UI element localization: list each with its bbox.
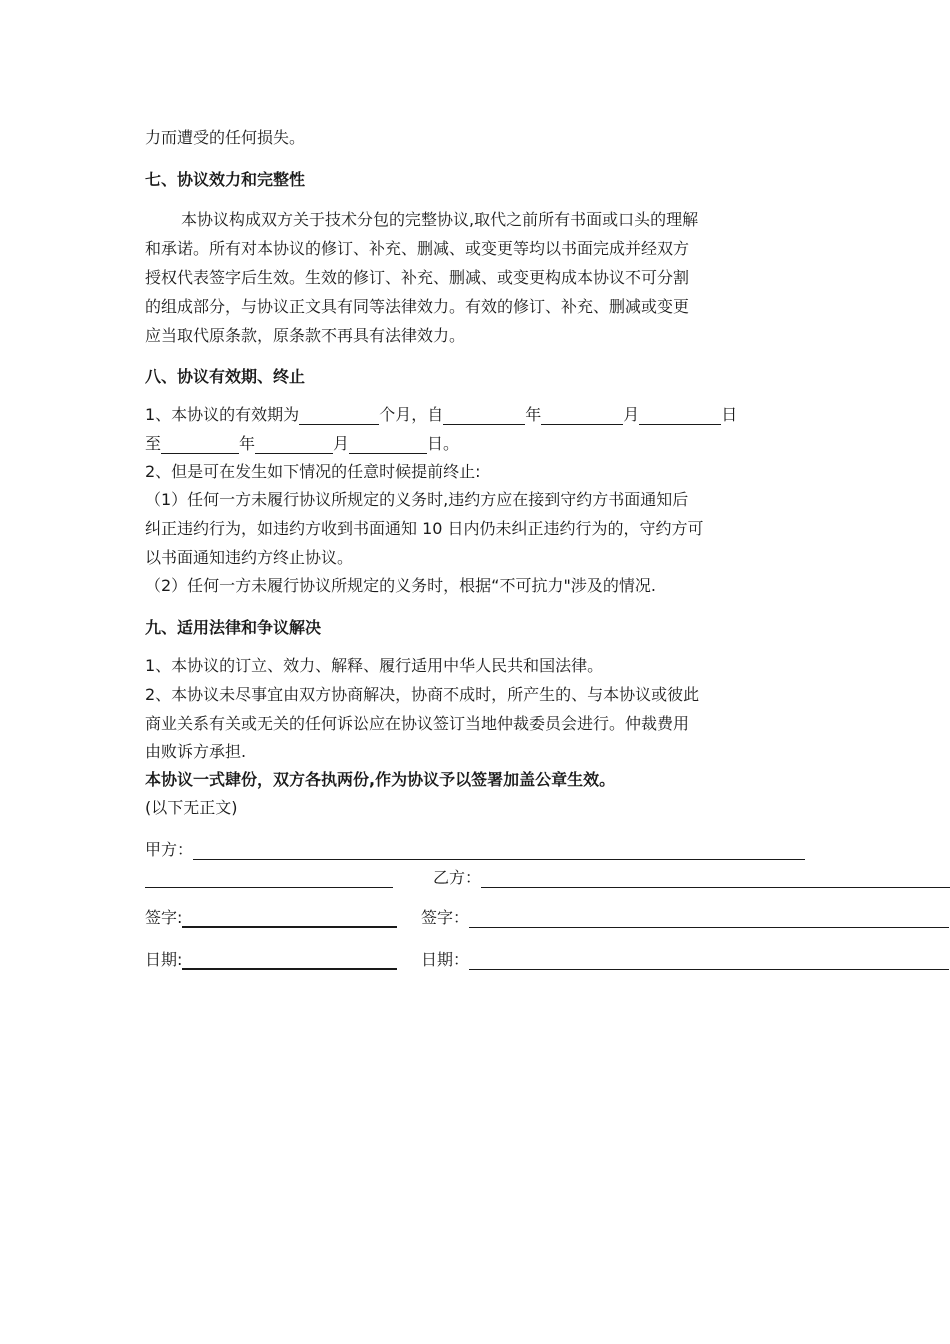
termination-item-1-line: 以书面通知违约方终止协议。 xyxy=(145,548,354,567)
start-month-blank[interactable] xyxy=(541,406,623,425)
term-text: 至 xyxy=(145,434,162,453)
end-of-text-note: (以下无正文) xyxy=(145,798,238,817)
party-b-row xyxy=(433,868,950,888)
law-clause-2-line: 2、本协议未尽事宜由双方协商解决，协商不成时，所产生的、与本协议或彼此 xyxy=(145,685,700,704)
date-a-label: 日期: xyxy=(145,950,183,969)
party-a-row xyxy=(145,840,805,860)
end-year-blank[interactable] xyxy=(161,435,239,454)
termination-item-1-line: （1）任何一方未履行协议所规定的义务时,违约方应在接到守约方书面通知后 xyxy=(145,490,689,509)
term-clause-line-2 xyxy=(145,434,459,454)
term-clause-line-1 xyxy=(145,405,737,425)
term-text: 月 xyxy=(623,405,640,424)
date-a-line[interactable] xyxy=(182,950,397,970)
party-a-line[interactable] xyxy=(193,841,805,860)
term-text: 月 xyxy=(333,434,350,453)
date-b-label: 日期： xyxy=(421,950,470,969)
sign-b-label: 签字： xyxy=(421,908,470,927)
paragraph-7-line: 授权代表签字后生效。生效的修订、补充、删减、或变更构成本协议不可分割 xyxy=(145,268,690,287)
end-day-blank[interactable] xyxy=(349,435,427,454)
section-heading-8: 八、协议有效期、终止 xyxy=(145,367,306,386)
section-heading-7: 七、协议效力和完整性 xyxy=(145,170,306,189)
paragraph-7-line: 应当取代原条款，原条款不再具有法律效力。 xyxy=(145,326,466,345)
party-a-label: 甲方： xyxy=(145,840,194,859)
paragraph-7-line: 和承诺。所有对本协议的修订、补充、删减、或变更等均以书面完成并经双方 xyxy=(145,239,690,258)
date-a-row xyxy=(145,950,397,970)
date-b-row xyxy=(421,950,949,970)
party-b-label: 乙方： xyxy=(433,868,482,887)
start-year-blank[interactable] xyxy=(443,406,525,425)
term-text: 年 xyxy=(239,434,256,453)
copies-statement: 本协议一式肆份，双方各执两份,作为协议予以签署加盖公章生效。 xyxy=(145,770,616,789)
term-text: 日 xyxy=(721,405,738,424)
months-blank[interactable] xyxy=(299,406,379,425)
end-month-blank[interactable] xyxy=(255,435,333,454)
termination-item-2: （2）任何一方未履行协议所规定的义务时，根据“不可抗力"涉及的情况. xyxy=(145,576,656,595)
paragraph-7-line: 本协议构成双方关于技术分包的完整协议,取代之前所有书面或口头的理解 xyxy=(181,210,699,229)
sign-b-line[interactable] xyxy=(469,909,949,928)
party-b-line[interactable] xyxy=(481,869,950,888)
party-a-line-continued xyxy=(145,868,393,888)
term-text: 1、本协议的有效期为 xyxy=(145,405,300,424)
paragraph-continuation: 力而遭受的任何损失。 xyxy=(145,128,306,147)
termination-item-1-line: 纠正违约行为，如违约方收到书面通知 10 日内仍未纠正违约行为的，守约方可 xyxy=(145,519,704,538)
start-day-blank[interactable] xyxy=(639,406,721,425)
termination-intro: 2、但是可在发生如下情况的任意时候提前终止: xyxy=(145,462,481,481)
sign-a-line[interactable] xyxy=(182,908,397,928)
term-text: 个月，自 xyxy=(379,405,444,424)
law-clause-1: 1、本协议的订立、效力、解释、履行适用中华人民共和国法律。 xyxy=(145,656,604,675)
term-text: 日。 xyxy=(427,434,460,453)
sign-a-row xyxy=(145,908,397,928)
party-a-line-2[interactable] xyxy=(145,869,393,888)
section-heading-9: 九、适用法律和争议解决 xyxy=(145,618,322,637)
term-text: 年 xyxy=(525,405,542,424)
date-b-line[interactable] xyxy=(469,951,949,970)
law-clause-2-line: 商业关系有关或无关的任何诉讼应在协议签订当地仲裁委员会进行。仲裁费用 xyxy=(145,714,690,733)
paragraph-7-line: 的组成部分，与协议正文具有同等法律效力。有效的修订、补充、删减或变更 xyxy=(145,297,690,316)
sign-a-label: 签字: xyxy=(145,908,183,927)
law-clause-2-line: 由败诉方承担. xyxy=(145,742,247,761)
sign-b-row xyxy=(421,908,949,928)
